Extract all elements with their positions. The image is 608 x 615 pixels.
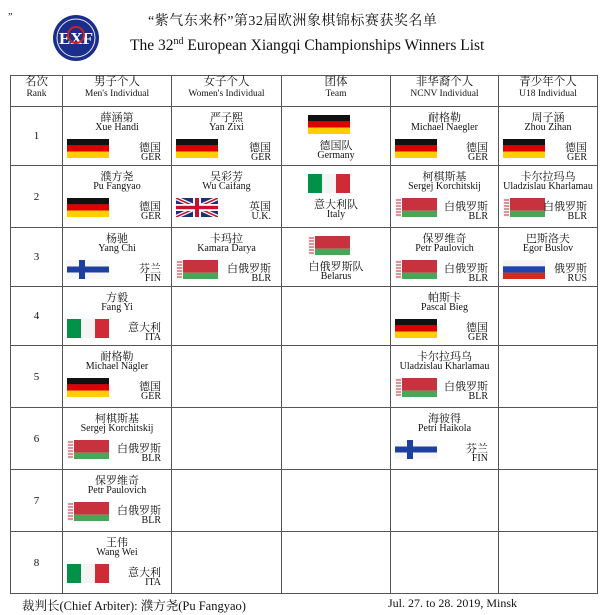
player-name-cn: 耐格勒 bbox=[100, 351, 134, 363]
country-code: BLR bbox=[251, 273, 271, 284]
flag-icon bbox=[308, 115, 352, 135]
flag-icon bbox=[176, 139, 218, 158]
women-cell bbox=[172, 107, 282, 166]
flag-icon bbox=[67, 564, 109, 583]
rank-cell: 3 bbox=[11, 228, 63, 287]
u18-cell bbox=[499, 107, 598, 166]
table-row bbox=[11, 287, 598, 346]
player-name-en: Zhou Zihan bbox=[524, 122, 572, 133]
women-cell bbox=[172, 408, 282, 470]
team-cell bbox=[282, 346, 391, 408]
header-men: 男子个人 Men's Individual bbox=[63, 76, 172, 107]
country-code: GER bbox=[141, 391, 161, 402]
men-cell bbox=[63, 470, 172, 532]
table-row bbox=[11, 228, 598, 287]
player-name-en: Uladzislau Kharlamau bbox=[399, 361, 490, 372]
team-name-cn: 白俄罗斯队 bbox=[308, 261, 364, 273]
rank-cell: 8 bbox=[11, 532, 63, 594]
flag-icon bbox=[67, 139, 109, 158]
u18-cell bbox=[499, 532, 598, 594]
country-name-cn: 德国 bbox=[565, 142, 587, 154]
player-name-cn: 濮方尧 bbox=[100, 171, 134, 183]
table-row bbox=[11, 408, 598, 470]
table-row bbox=[11, 166, 598, 228]
ncnv-cell bbox=[391, 287, 499, 346]
country-code: FIN bbox=[471, 453, 488, 464]
table-row bbox=[11, 107, 598, 166]
u18-cell bbox=[499, 287, 598, 346]
country-code: GER bbox=[567, 152, 587, 163]
country-code: GER bbox=[141, 152, 161, 163]
ncnv-cell bbox=[391, 228, 499, 287]
rank-cell: 1 bbox=[11, 107, 63, 166]
winners-table bbox=[10, 75, 598, 594]
player-name-en: Egor Buslov bbox=[522, 243, 574, 254]
men-cell bbox=[63, 228, 172, 287]
flag-icon bbox=[176, 198, 218, 217]
header-team: 团体 Team bbox=[282, 76, 391, 107]
country-code: U.K. bbox=[251, 211, 271, 222]
player-name-en: Wang Wei bbox=[96, 547, 138, 558]
country-code: GER bbox=[251, 152, 271, 163]
header-rank: 名次 Rank bbox=[11, 76, 63, 107]
rank-cell: 5 bbox=[11, 346, 63, 408]
table-row bbox=[11, 346, 598, 408]
team-name-cn: 德国队 bbox=[319, 140, 353, 152]
player-name-cn: 周子涵 bbox=[531, 112, 565, 124]
flag-icon bbox=[176, 260, 218, 279]
title-en-post: European Xiangqi Championships Winners List bbox=[183, 37, 485, 55]
women-cell bbox=[172, 228, 282, 287]
u18-cell bbox=[499, 408, 598, 470]
flag-icon bbox=[67, 198, 109, 217]
player-name-cn: 卡尔拉玛乌 bbox=[520, 171, 576, 183]
flag-icon bbox=[395, 139, 437, 158]
men-cell bbox=[63, 287, 172, 346]
country-name-cn: 白俄罗斯 bbox=[444, 263, 488, 275]
country-name-cn: 芬兰 bbox=[139, 263, 161, 275]
country-name-cn: 意大利 bbox=[128, 322, 161, 334]
ncnv-cell bbox=[391, 166, 499, 228]
logo-text: EXF bbox=[59, 29, 93, 48]
country-code: FIN bbox=[144, 273, 161, 284]
country-name-cn: 俄罗斯 bbox=[554, 263, 587, 275]
flag-icon bbox=[395, 260, 437, 279]
women-cell bbox=[172, 532, 282, 594]
flag-icon bbox=[67, 319, 109, 338]
country-code: BLR bbox=[567, 211, 587, 222]
flag-icon bbox=[503, 139, 545, 158]
flag-icon bbox=[395, 198, 437, 217]
men-cell bbox=[63, 408, 172, 470]
women-cell bbox=[172, 287, 282, 346]
country-name-cn: 德国 bbox=[139, 381, 161, 393]
player-name-en: Sergej Korchitskij bbox=[408, 181, 481, 192]
player-name-cn: 保罗维奇 bbox=[95, 475, 139, 487]
country-name-cn: 白俄罗斯 bbox=[227, 263, 271, 275]
u18-cell bbox=[499, 346, 598, 408]
team-cell bbox=[282, 107, 391, 166]
player-name-en: Xue Handi bbox=[95, 122, 139, 133]
header-ncnv: 非华裔个人 NCNV Individual bbox=[391, 76, 499, 107]
u18-cell bbox=[499, 470, 598, 532]
rank-cell: 4 bbox=[11, 287, 63, 346]
country-name-cn: 德国 bbox=[466, 322, 488, 334]
rank-cell: 2 bbox=[11, 166, 63, 228]
team-name-en: Italy bbox=[326, 209, 346, 220]
country-name-cn: 德国 bbox=[139, 142, 161, 154]
rank-cell: 7 bbox=[11, 470, 63, 532]
player-name-en: Yan Zixi bbox=[209, 122, 244, 133]
country-name-cn: 德国 bbox=[139, 201, 161, 213]
player-name-en: Yang Chi bbox=[98, 243, 136, 254]
team-name-cn: 意大利队 bbox=[314, 199, 358, 211]
country-name-cn: 白俄罗斯 bbox=[444, 381, 488, 393]
country-code: BLR bbox=[468, 391, 488, 402]
player-name-en: Kamara Darya bbox=[197, 243, 256, 254]
country-code: BLR bbox=[468, 273, 488, 284]
flag-icon bbox=[67, 378, 109, 397]
men-cell bbox=[63, 532, 172, 594]
country-code: BLR bbox=[141, 453, 161, 464]
team-cell bbox=[282, 228, 391, 287]
flag-icon bbox=[67, 502, 109, 521]
country-name-cn: 白俄罗斯 bbox=[117, 505, 161, 517]
u18-cell bbox=[499, 166, 598, 228]
player-name-en: Pascal Bieg bbox=[421, 302, 468, 313]
title-en-pre: The 32 bbox=[130, 37, 174, 55]
player-name-en: Uladzislau Kharlamau bbox=[503, 181, 593, 192]
team-name-en: Belarus bbox=[320, 271, 352, 282]
country-name-cn: 德国 bbox=[466, 142, 488, 154]
ncnv-cell bbox=[391, 532, 499, 594]
flag-icon bbox=[395, 378, 437, 397]
header-women: 女子个人 Women's Individual bbox=[172, 76, 282, 107]
player-name-en: Fang Yi bbox=[101, 302, 133, 313]
title-chinese: “紫气东来杯”第32届欧洲象棋锦标赛获奖名单 bbox=[148, 14, 438, 29]
player-name-cn: 吴彩芳 bbox=[210, 171, 243, 183]
player-name-cn: 耐格勒 bbox=[428, 112, 461, 124]
ncnv-cell bbox=[391, 408, 499, 470]
country-code: BLR bbox=[468, 211, 488, 222]
title-en-sup: nd bbox=[173, 36, 184, 47]
player-name-cn: 保罗维奇 bbox=[422, 233, 467, 245]
men-cell bbox=[63, 107, 172, 166]
player-name-cn: 柯棋斯基 bbox=[422, 171, 467, 183]
flag-icon bbox=[308, 174, 352, 194]
u18-cell bbox=[499, 228, 598, 287]
country-name-cn: 英国 bbox=[249, 201, 271, 213]
flag-icon bbox=[67, 260, 109, 279]
player-name-cn: 薛涵第 bbox=[100, 112, 134, 124]
table-row bbox=[11, 470, 598, 532]
player-name-en: Michael Naegler bbox=[411, 122, 478, 133]
flag-icon bbox=[395, 319, 437, 338]
country-code: GER bbox=[141, 211, 161, 222]
player-name-cn: 严子熙 bbox=[210, 112, 243, 124]
country-name-cn: 白俄罗斯 bbox=[543, 201, 587, 213]
country-code: RUS bbox=[567, 273, 587, 284]
women-cell bbox=[172, 346, 282, 408]
team-cell bbox=[282, 287, 391, 346]
player-name-en: Petr Paulovich bbox=[87, 485, 147, 496]
exf-logo bbox=[52, 14, 100, 62]
player-name-en: Petr Paulovich bbox=[415, 243, 474, 254]
player-name-en: Michael Nägler bbox=[85, 361, 149, 372]
country-code: GER bbox=[468, 152, 488, 163]
player-name-cn: 杨驰 bbox=[106, 233, 128, 245]
team-cell bbox=[282, 408, 391, 470]
player-name-cn: 卡玛拉 bbox=[210, 233, 243, 245]
player-name-en: Pu Fangyao bbox=[93, 181, 141, 192]
country-code: BLR bbox=[141, 515, 161, 526]
country-name-cn: 白俄罗斯 bbox=[444, 201, 488, 213]
country-name-cn: 意大利 bbox=[128, 567, 161, 579]
ncnv-cell bbox=[391, 107, 499, 166]
header-u18: 青少年个人 U18 Individual bbox=[499, 76, 598, 107]
player-name-cn: 海彼得 bbox=[428, 413, 461, 425]
flag-icon bbox=[308, 236, 352, 256]
team-cell bbox=[282, 470, 391, 532]
women-cell bbox=[172, 166, 282, 228]
title-english bbox=[130, 36, 590, 55]
player-name-cn: 王伟 bbox=[106, 537, 128, 549]
country-name-cn: 白俄罗斯 bbox=[117, 443, 161, 455]
chief-arbiter: 裁判长(Chief Arbiter): 濮方尧(Pu Fangyao) bbox=[22, 599, 246, 613]
player-name-cn: 巴斯洛夫 bbox=[526, 233, 570, 245]
team-cell bbox=[282, 532, 391, 594]
country-code: GER bbox=[468, 332, 488, 343]
country-name-cn: 德国 bbox=[249, 142, 271, 154]
team-name-en: Germany bbox=[317, 150, 355, 161]
country-name-cn: 芬兰 bbox=[466, 443, 488, 455]
player-name-en: Sergej Korchitskij bbox=[80, 423, 154, 434]
date-place: Jul. 27. to 28. 2019, Minsk bbox=[388, 596, 518, 610]
player-name-cn: 卡尔拉玛乌 bbox=[417, 351, 472, 363]
ncnv-cell bbox=[391, 470, 499, 532]
flag-icon bbox=[395, 440, 437, 459]
table-row bbox=[11, 532, 598, 594]
player-name-cn: 柯棋斯基 bbox=[95, 413, 139, 425]
flag-icon bbox=[67, 440, 109, 459]
country-code: ITA bbox=[145, 332, 161, 343]
men-cell bbox=[63, 166, 172, 228]
team-cell bbox=[282, 166, 391, 228]
corner-mark: ” bbox=[8, 12, 13, 23]
player-name-cn: 方毅 bbox=[106, 292, 128, 304]
flag-icon bbox=[503, 260, 545, 279]
flag-icon bbox=[503, 198, 545, 217]
country-code: ITA bbox=[145, 577, 161, 588]
rank-cell: 6 bbox=[11, 408, 63, 470]
player-name-en: Petri Haikola bbox=[417, 423, 472, 434]
player-name-cn: 帕斯卡 bbox=[428, 292, 461, 304]
women-cell bbox=[172, 470, 282, 532]
men-cell bbox=[63, 346, 172, 408]
ncnv-cell bbox=[391, 346, 499, 408]
table-header-row bbox=[11, 76, 598, 107]
player-name-en: Wu Caifang bbox=[202, 181, 251, 192]
